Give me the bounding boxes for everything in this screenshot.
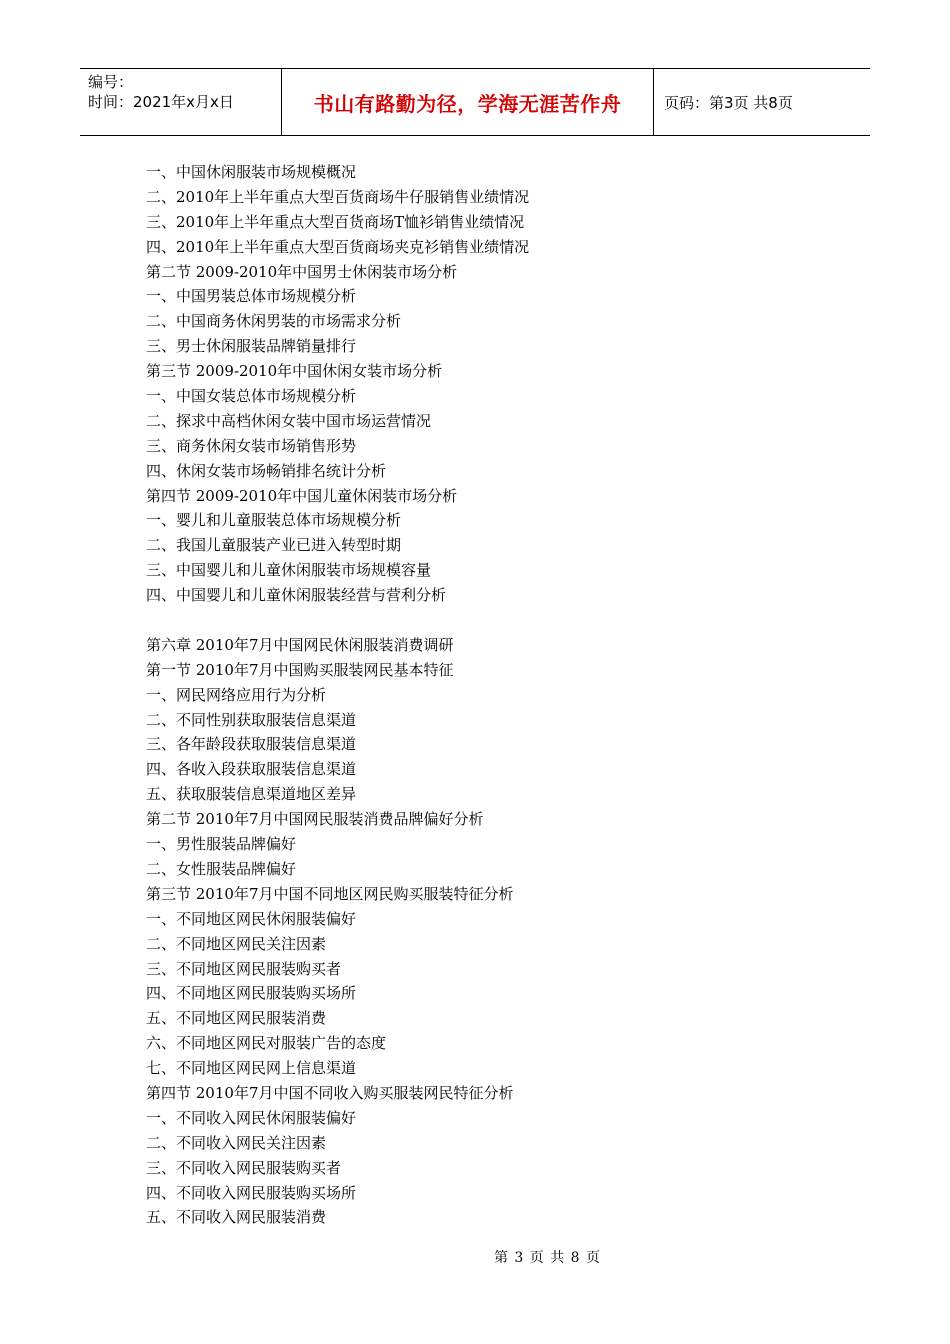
- toc-line: 一、中国女装总体市场规模分析: [146, 387, 357, 406]
- toc-line: 二、2010年上半年重点大型百货商场牛仔服销售业绩情况: [146, 187, 530, 206]
- page-header: [80, 68, 870, 136]
- toc-line: 三、男士休闲服装品牌销量排行: [146, 337, 357, 356]
- toc-gap: [146, 608, 846, 633]
- toc-line: 一、婴儿和儿童服装总体市场规模分析: [146, 511, 402, 530]
- toc-line: 二、不同性别获取服装信息渠道: [146, 710, 357, 729]
- toc-line: 四、各收入段获取服装信息渠道: [146, 760, 357, 779]
- table-of-contents: [146, 160, 846, 1230]
- document-code: 编号：: [88, 73, 134, 91]
- document-date: 时间：2021年x月x日: [88, 93, 234, 111]
- toc-line: 五、不同地区网民服装消费: [146, 1009, 327, 1028]
- toc-line: 三、2010年上半年重点大型百货商场T恤衫销售业绩情况: [146, 212, 525, 231]
- toc-line: 四、中国婴儿和儿童休闲服装经营与营利分析: [146, 586, 447, 605]
- toc-line: 二、我国儿童服装产业已进入转型时期: [146, 536, 402, 555]
- toc-line: 五、获取服装信息渠道地区差异: [146, 785, 357, 804]
- toc-line: 二、女性服装品牌偏好: [146, 859, 297, 878]
- header-motto-cell: [281, 69, 654, 135]
- toc-line: 五、不同收入网民服装消费: [146, 1208, 327, 1227]
- toc-line: 七、不同地区网民网上信息渠道: [146, 1059, 357, 1078]
- toc-line: 六、不同地区网民对服装广告的态度: [146, 1034, 387, 1053]
- page-footer: 第 3 页 共 8 页: [493, 1250, 602, 1266]
- toc-line: 三、中国婴儿和儿童休闲服装市场规模容量: [146, 561, 432, 580]
- toc-line: 二、中国商务休闲男装的市场需求分析: [146, 312, 402, 331]
- toc-line: 三、不同收入网民服装购买者: [146, 1158, 342, 1177]
- toc-line: 二、不同地区网民关注因素: [146, 934, 327, 953]
- toc-line: 第二节 2009-2010年中国男士休闲装市场分析: [146, 262, 458, 281]
- toc-line: 二、探求中高档休闲女装中国市场运营情况: [146, 411, 432, 430]
- toc-line: 第三节 2009-2010年中国休闲女装市场分析: [146, 362, 443, 381]
- toc-line: 第六章 2010年7月中国网民休闲服装消费调研: [146, 635, 454, 654]
- toc-line: 三、商务休闲女装市场销售形势: [146, 436, 357, 455]
- toc-line: 四、2010年上半年重点大型百货商场夹克衫销售业绩情况: [146, 237, 530, 256]
- header-meta: [80, 69, 281, 135]
- toc-line: 二、不同收入网民关注因素: [146, 1133, 327, 1152]
- header-page-cell: [654, 69, 870, 135]
- toc-line: 第三节 2010年7月中国不同地区网民购买服装特征分析: [146, 884, 514, 903]
- toc-line: 三、不同地区网民服装购买者: [146, 959, 342, 978]
- toc-block-1: [146, 160, 846, 608]
- toc-line: 三、各年龄段获取服装信息渠道: [146, 735, 357, 754]
- toc-line: 四、不同收入网民服装购买场所: [146, 1183, 357, 1202]
- toc-line: 一、不同收入网民休闲服装偏好: [146, 1108, 357, 1127]
- toc-line: 第一节 2010年7月中国购买服装网民基本特征: [146, 660, 454, 679]
- toc-line: 第四节 2010年7月中国不同收入购买服装网民特征分析: [146, 1083, 514, 1102]
- toc-line: 第四节 2009-2010年中国儿童休闲装市场分析: [146, 486, 458, 505]
- toc-line: 四、不同地区网民服装购买场所: [146, 984, 357, 1003]
- toc-line: 四、休闲女装市场畅销排名统计分析: [146, 461, 387, 480]
- toc-line: 一、中国休闲服装市场规模概况: [146, 163, 357, 181]
- header-page-info: 页码：第3页 共8页: [664, 93, 793, 112]
- header-motto: 书山有路勤为径，学海无涯苦作舟: [313, 91, 622, 116]
- toc-line: 一、网民网络应用行为分析: [146, 685, 327, 704]
- toc-line: 第二节 2010年7月中国网民服装消费品牌偏好分析: [146, 810, 484, 829]
- toc-block-2: [146, 633, 846, 1230]
- toc-line: 一、男性服装品牌偏好: [146, 835, 297, 854]
- toc-line: 一、中国男装总体市场规模分析: [146, 287, 357, 306]
- toc-line: 一、不同地区网民休闲服装偏好: [146, 909, 357, 928]
